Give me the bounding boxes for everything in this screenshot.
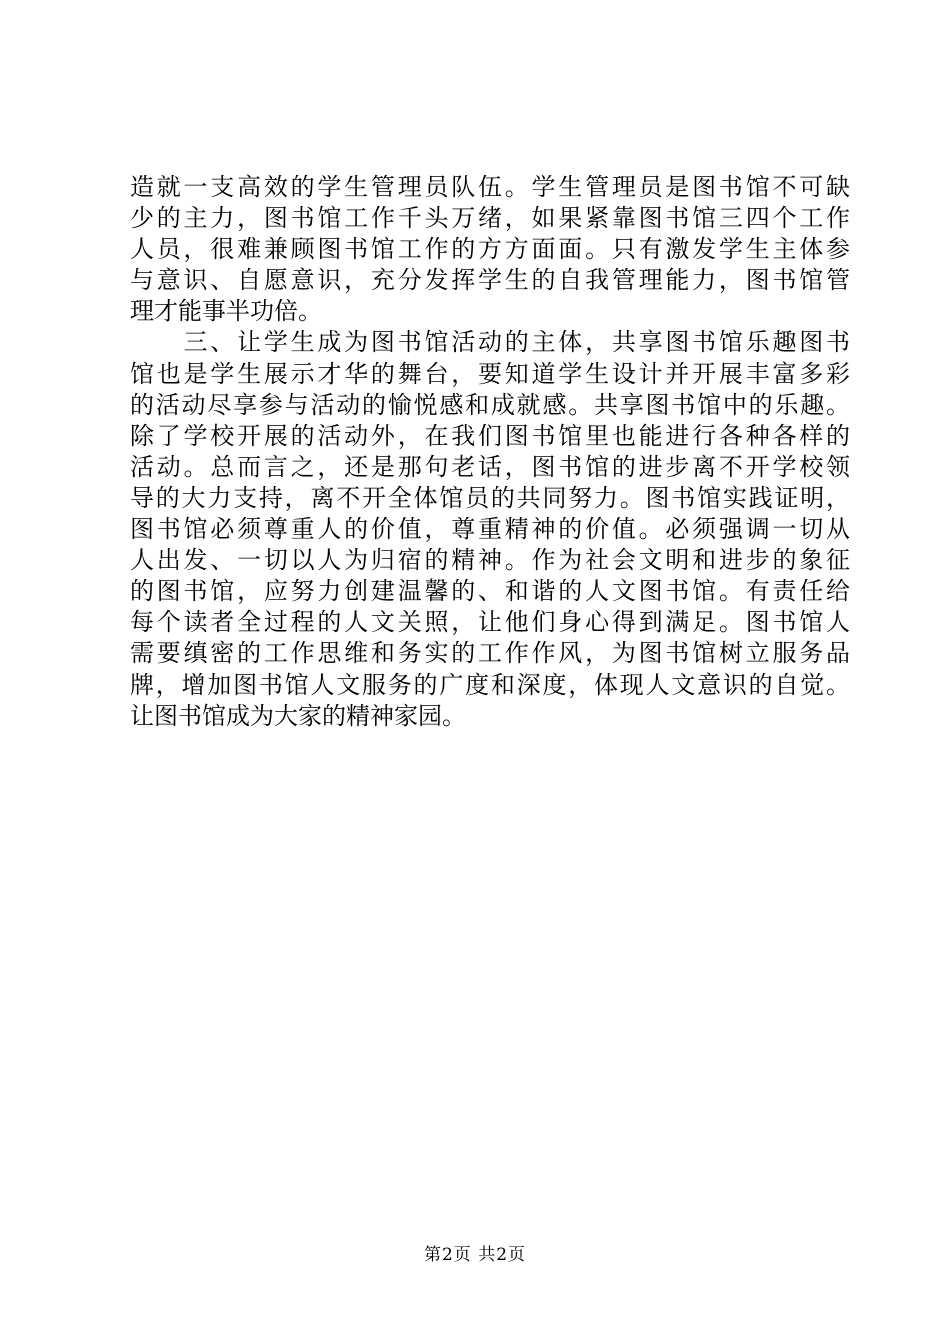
text-line: 理才能事半功倍。 [130,297,322,326]
text-line: 人出发、一切以人为归宿的精神。作为社会文明和进步的象征 [130,546,850,575]
text-line: 除了学校开展的活动外，在我们图书馆里也能进行各种各样的 [130,421,850,450]
paragraph-1 [130,172,850,327]
text-line: 活动。总而言之，还是那句老话，图书馆的进步离不开学校领 [130,452,850,481]
text-line: 让图书馆成为大家的精神家园。 [130,701,466,730]
text-line: 牌，增加图书馆人文服务的广度和深度，体现人文意识的自觉。 [130,670,850,699]
text-line: 需要缜密的工作思维和务实的工作作风，为图书馆树立服务品 [130,639,850,668]
text-line: 少的主力，图书馆工作千头万绪，如果紧靠图书馆三四个工作 [130,204,850,233]
text-line: 人员，很难兼顾图书馆工作的方方面面。只有激发学生主体参 [130,235,850,264]
text-line: 馆也是学生展示才华的舞台，要知道学生设计并开展丰富多彩 [130,359,850,388]
paragraph-2 [130,327,850,731]
page-footer: 第2页 共2页 [423,1245,527,1265]
text-line: 导的大力支持，离不开全体馆员的共同努力。图书馆实践证明， [130,483,850,512]
text-line: 造就一支高效的学生管理员队伍。学生管理员是图书馆不可缺 [130,173,850,201]
text-line: 的活动尽享参与活动的愉悦感和成就感。共享图书馆中的乐趣。 [130,390,850,419]
document-body [130,172,850,732]
text-line: 与意识、自愿意识，充分发挥学生的自我管理能力，图书馆管 [130,266,850,295]
text-line: 的图书馆，应努力创建温馨的、和谐的人文图书馆。有责任给 [130,577,850,606]
text-line: 每个读者全过程的人文关照，让他们身心得到满足。图书馆人 [130,608,850,637]
text-line: 三、让学生成为图书馆活动的主体，共享图书馆乐趣图书 [130,328,850,357]
text-line: 图书馆必须尊重人的价值，尊重精神的价值。必须强调一切从 [130,515,850,544]
